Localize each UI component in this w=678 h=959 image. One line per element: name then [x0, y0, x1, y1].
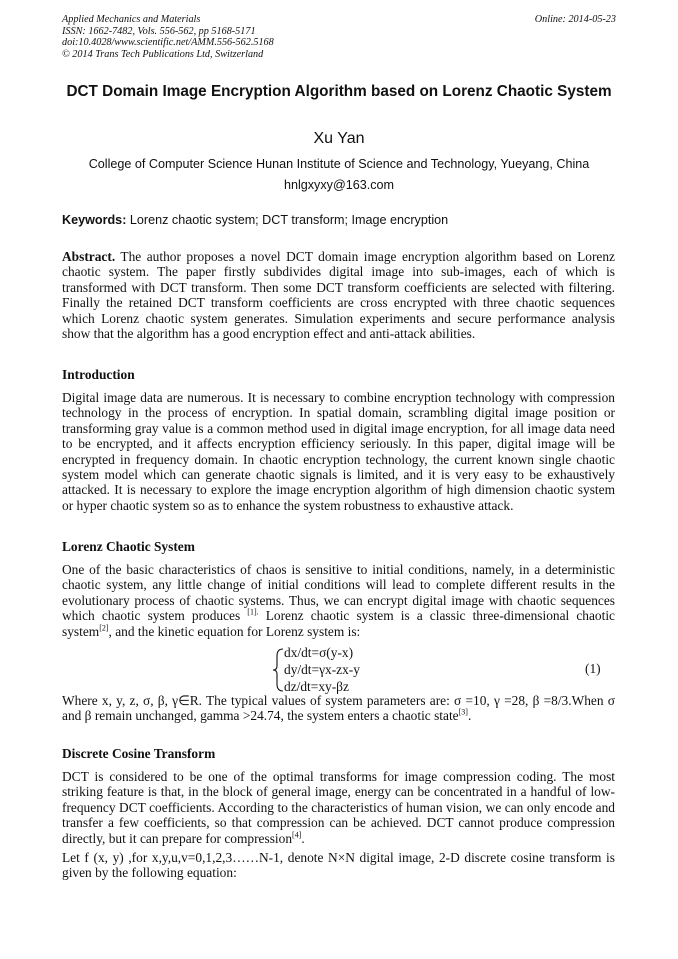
lorenz-paragraph: [62, 562, 615, 639]
equation-line-3: dz/dt=xy-βz: [284, 679, 349, 694]
abstract-text: The author proposes a novel DCT domain image encryption algorithm based on Lorenz chaotic system. The paper firstly subdivides digital image into sub-images, each of which is transformed with DCT transform. Then some DCT transform coefficients are selected with filtering. Finally the retained DCT transform coefficients are cross encrypted with three chaotic sequences which Lorenz chaotic system generates. Simulation experiments and secure performance analysis show that the algorithm has a good encryption effect and anti-attack abilities.: [62, 249, 615, 342]
dct-text-end: .: [301, 830, 305, 846]
lorenz-text-a: One of the basic characteristics of chaos is sensitive to initial conditions, namely, in a deterministic chaotic system, any little change of initial conditions will lead to complete different results in the evolutionary process of chaotic systems. Thus, we can encrypt digital image with chaotic sequences which chaotic system produces: [62, 562, 615, 624]
lorenz-text-c: , and the kinetic equation for Lorenz system is:: [108, 623, 361, 639]
section-heading-lorenz: Lorenz Chaotic System: [62, 539, 195, 554]
issn-line: ISSN: 1662-7482, Vols. 556-562, pp 5168-5171: [62, 25, 256, 37]
dct-paragraph-2: Let f (x, y) ,for x,y,u,v=0,1,2,3……N-1, denote N×N digital image, 2-D discrete cosine transform is given by the following equation:: [62, 850, 615, 881]
parameter-paragraph: [62, 693, 615, 724]
equation-line-2: dy/dt=γx-zx-y: [284, 662, 360, 677]
abstract: [62, 249, 615, 341]
keywords-text: Lorenz chaotic system; DCT transform; Image encryption: [129, 213, 449, 227]
journal-name: Applied Mechanics and Materials: [62, 14, 201, 25]
online-date: Online: 2014-05-23: [534, 14, 616, 25]
introduction-paragraph: Digital image data are numerous. It is necessary to combine encryption technology with compression technology in the process of encryption. In spatial domain, scrambling digital image position or transforming gray value is a common method used in digital image encryption, for all image data need to be encrypted, and it affects encryption efficiency seriously. In this paper, digital image will be encrypted in frequency domain. In chaotic encryption technology, the current known single chaotic system model which can generate chaotic signals is limited, and it is very easy to be exhaustively attacked. It is necessary to explore the image encryption algorithm of high dimension chaotic system or hyper chaotic system so as to enhance the system robustness to exhaustive attack.: [62, 390, 615, 513]
lorenz-equation-system: [284, 644, 360, 695]
page-header: [62, 14, 616, 60]
section-heading-dct: Discrete Cosine Transform: [62, 746, 216, 761]
abstract-label: Abstract.: [62, 249, 116, 264]
keywords-label: Keywords:: [62, 213, 127, 227]
equation-number: (1): [585, 661, 601, 676]
keywords: [62, 213, 616, 227]
paper-title: DCT Domain Image Encryption Algorithm based on Lorenz Chaotic System: [66, 83, 612, 100]
doi-line: doi:10.4028/www.scientific.net/AMM.556-562.5168: [62, 37, 274, 48]
parameter-text-end: .: [467, 708, 472, 724]
citation-4: [4]: [292, 830, 302, 840]
equation-line-1: dx/dt=σ(y-x): [284, 645, 354, 660]
citation-1: [1].: [247, 607, 259, 617]
dct-text: DCT is considered to be one of the optimal transforms for image compression coding. The most striking feature is that, in the block of general image, energy can be concentrated in a handful of low-frequency DCT coefficients. According to the characteristics of human vision, we can only encode and transfer a few coefficients, so that compression can be achieved. DCT cannot produce compression directly, but it can prepare for compression: [62, 769, 615, 846]
dct-paragraph-1: [62, 769, 615, 846]
lorenz-text-b: Lorenz chaotic system is a classic three-dimensional chaotic system: [62, 608, 615, 639]
author-name: Xu Yan: [313, 130, 365, 147]
citation-2: [2]: [99, 623, 109, 633]
equation-brace: [272, 648, 284, 692]
parameter-text: Where x, y, z, σ, β, γ∈R. The typical values of system parameters are: σ =10, γ =28, β =8/3.When σ and β remain unchanged, gamma >24.74, the system enters a chaotic state: [62, 693, 615, 724]
author-affiliation: College of Computer Science Hunan Institute of Science and Technology, Yueyang, China: [88, 157, 590, 171]
citation-3: [3]: [458, 707, 468, 717]
section-heading-introduction: Introduction: [62, 367, 135, 382]
author-email: hnlgxyxy@163.com: [283, 178, 395, 192]
copyright-line: © 2014 Trans Tech Publications Ltd, Switzerland: [62, 48, 264, 60]
